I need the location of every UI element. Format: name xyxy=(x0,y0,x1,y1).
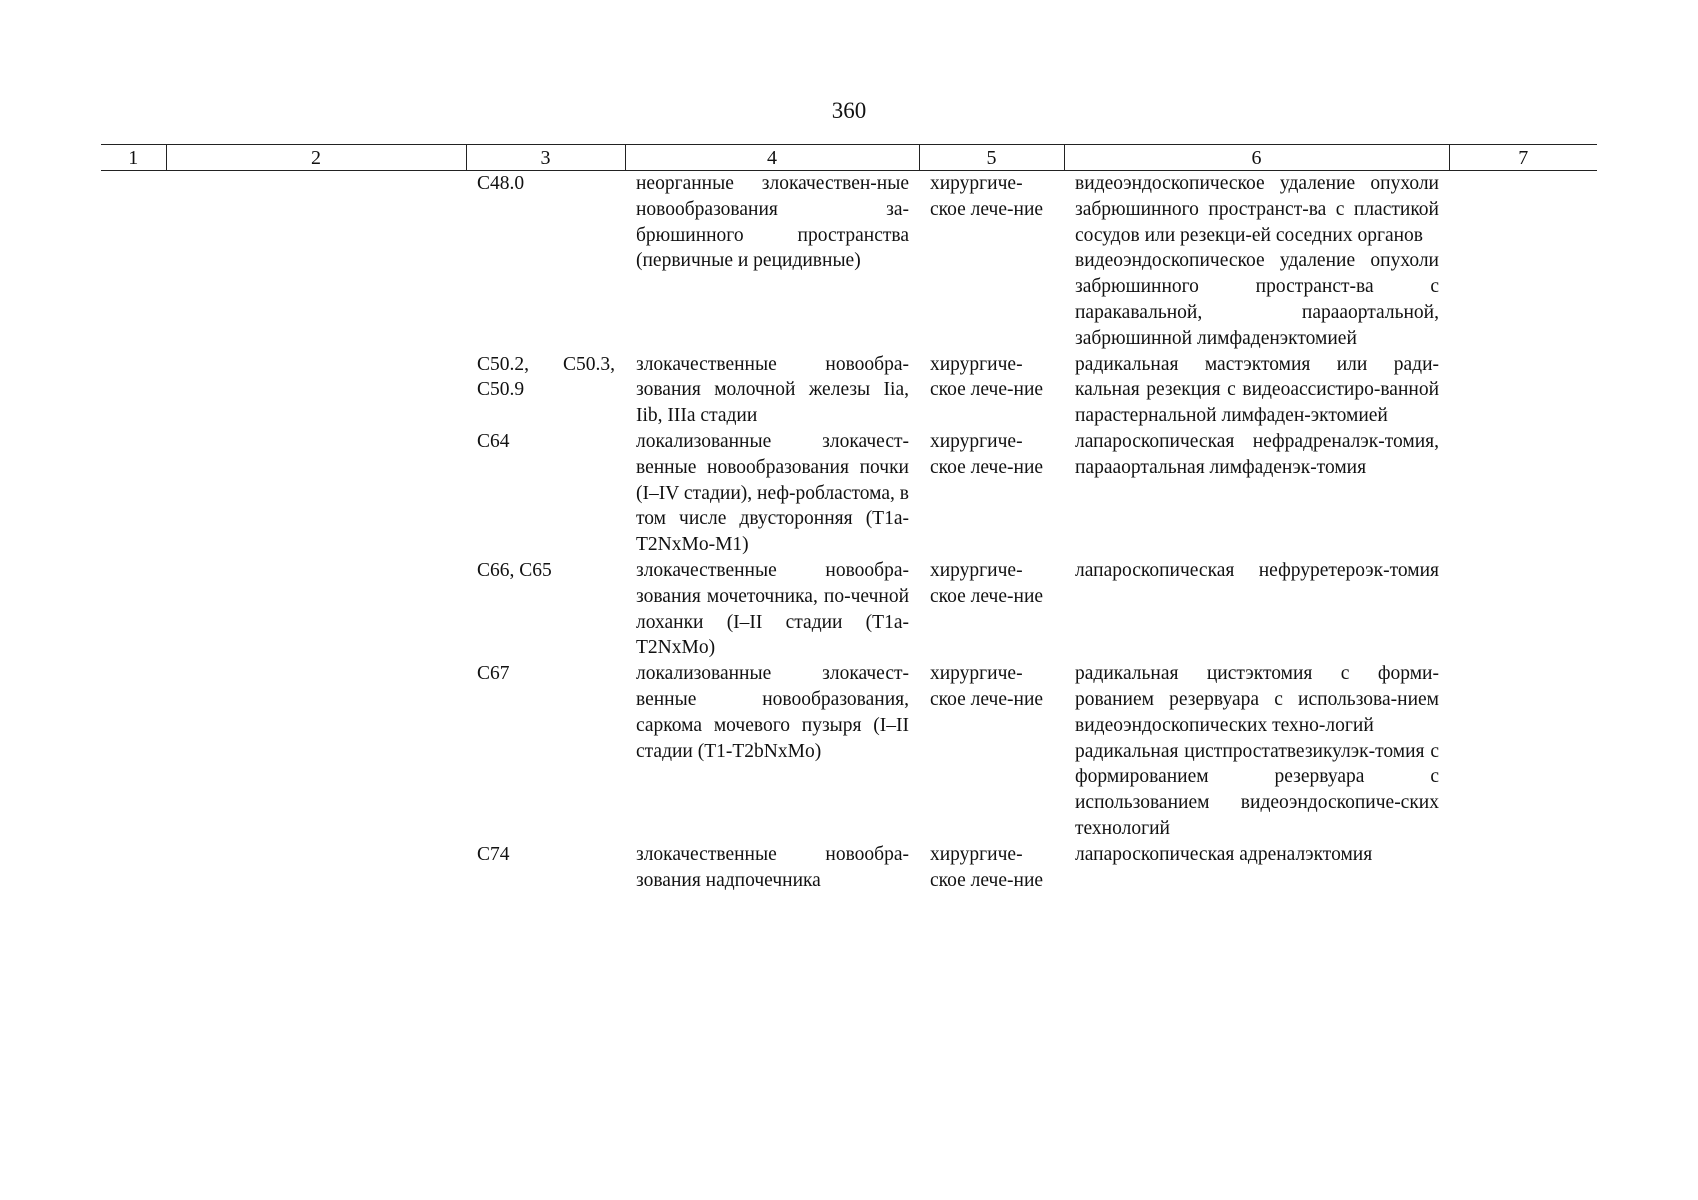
table-row xyxy=(101,661,1597,842)
treatment-type: хирургиче-ское лече-ние xyxy=(930,353,1044,401)
treatment-method: видеоэндоскопическое удаление опухоли забрюшинного пространст-ва с пластикой сосудов или резекци-ей соседних органов xyxy=(1075,173,1439,246)
treatment-type: хирургиче-ское лече-ние xyxy=(930,663,1044,710)
treatment-methods xyxy=(1064,429,1449,558)
treatment-type: хирургиче-ское лече-ние xyxy=(930,173,1044,220)
disease-description: локализованные злокачест-венные новообразования, саркома мочевого пузыря (I–II стадии (T1-T2bNxMo) xyxy=(636,663,909,762)
column-header-2: 2 xyxy=(166,145,466,171)
disease-description: злокачественные новообра-зования молочной железы Iia, Iib, IIIa стадии xyxy=(636,353,909,427)
column-header-4: 4 xyxy=(625,145,919,171)
diagnosis-code: C67 xyxy=(477,663,510,685)
diagnosis-code: C66, C65 xyxy=(477,559,552,581)
procedures-table xyxy=(101,144,1597,893)
treatment-methods xyxy=(1064,558,1449,661)
table-row xyxy=(101,429,1597,558)
column-header-7: 7 xyxy=(1449,145,1597,171)
treatment-method: лапароскопическая нефрадреналэк-томия, парааортальная лимфаденэк-томия xyxy=(1075,430,1439,478)
diagnosis-code: C74 xyxy=(477,843,510,865)
table-row xyxy=(101,352,1597,429)
treatment-methods xyxy=(1064,352,1449,429)
treatment-methods xyxy=(1064,842,1449,894)
column-header-3: 3 xyxy=(466,145,625,171)
column-header-6: 6 xyxy=(1064,145,1449,171)
diagnosis-code: C50.2, C50.3, C50.9 xyxy=(477,353,615,401)
column-header-5: 5 xyxy=(919,145,1064,171)
treatment-methods xyxy=(1064,661,1449,842)
diagnosis-code: C48.0 xyxy=(477,173,525,194)
treatment-type: хирургиче-ское лече-ние xyxy=(930,843,1044,891)
disease-description: злокачественные новообра-зования мочеточника, по-чечной лоханки (I–II стадии (T1a-T2NxMo) xyxy=(636,559,909,659)
treatment-method: видеоэндоскопическое удаление опухоли забрюшинного пространст-ва с паракавальной, парааортальной, забрюшинной лимфаденэктомией xyxy=(1075,250,1439,349)
column-number-row xyxy=(101,145,1597,171)
page-number: 360 xyxy=(831,98,867,123)
table-row xyxy=(101,171,1597,352)
table-row xyxy=(101,842,1597,894)
disease-description: локализованные злокачест-венные новообразования почки (I–IV стадии), неф-робластома, в том числе двусторонняя (T1a-T2NxMo-M1) xyxy=(636,430,909,556)
treatment-method: радикальная цистпростатвезикулэк-томия с формированием резервуара с использованием видеоэндоскопиче-ских технологий xyxy=(1075,740,1439,839)
treatment-method: лапароскопическая нефруретероэк-томия xyxy=(1075,559,1439,581)
treatment-method: радикальная мастэктомия или ради-кальная резекция с видеоассистиро-ванной парастернальной лимфаден-эктомией xyxy=(1075,353,1439,427)
disease-description: злокачественные новообра-зования надпочечника xyxy=(636,843,909,891)
treatment-method: лапароскопическая адреналэктомия xyxy=(1075,843,1373,865)
treatment-methods xyxy=(1064,171,1449,352)
treatment-method: радикальная цистэктомия с форми-рованием резервуара с использова-нием видеоэндоскопических техно-логий xyxy=(1075,663,1439,736)
column-header-1: 1 xyxy=(101,145,166,171)
treatment-type: хирургиче-ское лече-ние xyxy=(930,559,1044,607)
diagnosis-code: C64 xyxy=(477,430,510,452)
treatment-type: хирургиче-ское лече-ние xyxy=(930,430,1044,478)
disease-description: неорганные злокачествен-ные новообразования за-брюшинного пространства (первичные и рецидивные) xyxy=(636,173,909,272)
table-row xyxy=(101,558,1597,661)
